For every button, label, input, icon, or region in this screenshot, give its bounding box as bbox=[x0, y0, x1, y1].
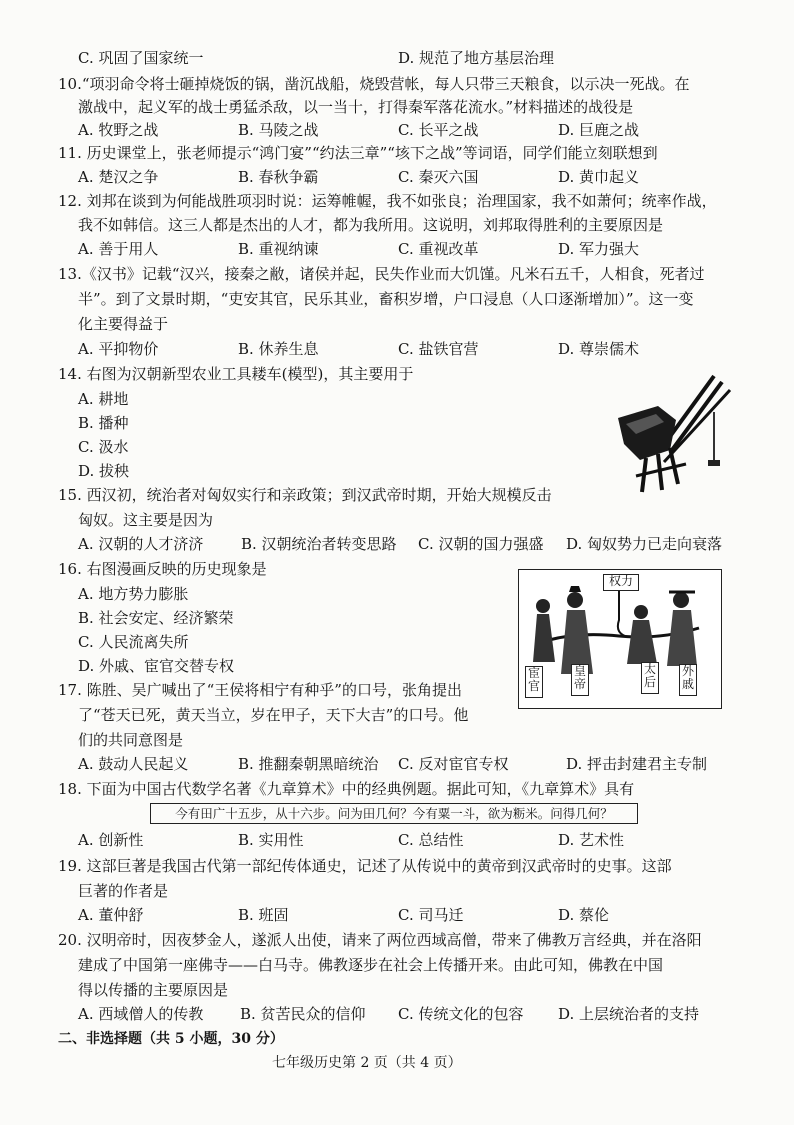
q12-option-c: C. 重视改革 bbox=[398, 240, 479, 258]
q10-option-a: A. 牧野之战 bbox=[78, 121, 159, 139]
q13-stem-line1: 13.《汉书》记载“汉兴，接秦之敝，诸侯并起，民失作业而大饥馑。凡米石五千，人相食，死者过 bbox=[58, 265, 705, 283]
q15-option-a: A. 汉朝的人才济济 bbox=[78, 535, 204, 553]
q13-option-b: B. 休养生息 bbox=[238, 340, 319, 358]
q20-option-c: C. 传统文化的包容 bbox=[398, 1005, 524, 1023]
q18-option-b: B. 实用性 bbox=[238, 831, 304, 849]
cartoon-label-emperor: 皇帝 bbox=[571, 664, 589, 696]
q20-option-d: D. 上层统治者的支持 bbox=[558, 1005, 700, 1023]
q12-stem-line1: 12. 刘邦在谈到为何能战胜项羽时说：运筹帷幄，我不如张良；治理国家，我不如萧何；统率作战， bbox=[58, 192, 717, 210]
q16-stem-line1: 16. 右图漫画反映的历史现象是 bbox=[58, 560, 267, 578]
q9-option-c: C. 巩固了国家统一 bbox=[78, 49, 204, 67]
q14-option-b: B. 播种 bbox=[78, 414, 129, 432]
q17-option-c: C. 反对宦官专权 bbox=[398, 755, 509, 773]
cartoon-label-empress-dowager: 太后 bbox=[641, 662, 659, 694]
q18-option-a: A. 创新性 bbox=[78, 831, 144, 849]
section-two-heading: 二、非选择题（共 5 小题，30 分） bbox=[58, 1031, 284, 1047]
q16-option-b: B. 社会安定、经济繁荣 bbox=[78, 609, 234, 627]
q20-stem-line1: 20. 汉明帝时，因夜梦金人，遂派人出使，请来了两位西域高僧，带来了佛教万言经典，并在洛阳 bbox=[58, 931, 702, 949]
q11-stem-line1: 11. 历史课堂上，张老师提示“鸿门宴”“约法三章”“垓下之战”等词语，同学们能立刻联想到 bbox=[58, 144, 658, 162]
q16-option-a: A. 地方势力膨胀 bbox=[78, 585, 189, 603]
q11-option-b: B. 春秋争霸 bbox=[238, 168, 319, 186]
q19-option-b: B. 班固 bbox=[238, 906, 289, 924]
cartoon-label-eunuch: 宦官 bbox=[525, 666, 543, 698]
q15-option-d: D. 匈奴势力已走向衰落 bbox=[566, 535, 723, 553]
q19-option-a: A. 董仲舒 bbox=[78, 906, 144, 924]
q14-option-d: D. 拔秧 bbox=[78, 462, 130, 480]
q10-option-c: C. 长平之战 bbox=[398, 121, 479, 139]
q13-option-d: D. 尊崇儒术 bbox=[558, 340, 640, 358]
cartoon-label-power: 权力 bbox=[603, 574, 639, 591]
power-cartoon bbox=[518, 569, 722, 709]
cartoon-label-consort: 外戚 bbox=[679, 664, 697, 696]
q10-stem-line1: 10.“项羽命令将士砸掉烧饭的锅，凿沉战船，烧毁营帐，每人只带三天粮食，以示决一死战。在 bbox=[58, 75, 690, 93]
q20-stem-line3: 得以传播的主要原因是 bbox=[78, 981, 229, 999]
q12-option-a: A. 善于用人 bbox=[78, 240, 159, 258]
q17-stem-line2: 了“苍天已死，黄天当立，岁在甲子，天下大吉”的口号。他 bbox=[78, 706, 469, 724]
q11-option-d: D. 黄巾起义 bbox=[558, 168, 640, 186]
q17-option-a: A. 鼓动人民起义 bbox=[78, 755, 189, 773]
q20-option-a: A. 西域僧人的传教 bbox=[78, 1005, 204, 1023]
q9-option-d: D. 规范了地方基层治理 bbox=[398, 49, 555, 67]
q10-option-d: D. 巨鹿之战 bbox=[558, 121, 640, 139]
q16-option-d: D. 外戚、宦官交替专权 bbox=[78, 657, 235, 675]
q13-stem-line2: 半”。到了文景时期，“吏安其官，民乐其业，畜积岁增，户口浸息（人口逐渐增加）”。这一变 bbox=[78, 290, 694, 308]
q11-option-c: C. 秦灭六国 bbox=[398, 168, 479, 186]
q17-stem-line1: 17. 陈胜、吴广喊出了“王侯将相宁有种乎”的口号，张角提出 bbox=[58, 681, 462, 699]
q15-option-c: C. 汉朝的国力强盛 bbox=[418, 535, 544, 553]
page-footer: 七年级历史第 2 页（共 4 页） bbox=[272, 1055, 462, 1071]
q18-stem-line1: 18. 下面为中国古代数学名著《九章算术》中的经典例题。据此可知，《九章算术》具有 bbox=[58, 780, 635, 798]
q13-option-a: A. 平抑物价 bbox=[78, 340, 159, 358]
q17-stem-line3: 们的共同意图是 bbox=[78, 731, 184, 749]
q14-option-a: A. 耕地 bbox=[78, 390, 129, 408]
q18-option-c: C. 总结性 bbox=[398, 831, 464, 849]
q20-stem-line2: 建成了中国第一座佛寺——白马寺。佛教逐步在社会上传播开来。由此可知，佛教在中国 bbox=[78, 956, 664, 974]
q11-option-a: A. 楚汉之争 bbox=[78, 168, 159, 186]
q15-option-b: B. 汉朝统治者转变思路 bbox=[241, 535, 397, 553]
q13-option-c: C. 盐铁官营 bbox=[398, 340, 479, 358]
q14-option-c: C. 汲水 bbox=[78, 438, 129, 456]
q10-stem-line2: 激战中，起义军的战士勇猛杀敌，以一当十，打得秦军落花流水。”材料描述的战役是 bbox=[78, 98, 634, 116]
q12-option-b: B. 重视纳谏 bbox=[238, 240, 319, 258]
q10-option-b: B. 马陵之战 bbox=[238, 121, 319, 139]
q19-option-c: C. 司马迁 bbox=[398, 906, 464, 924]
q15-stem-line2: 匈奴。这主要是因为 bbox=[78, 511, 214, 529]
seed-drill-image bbox=[606, 372, 732, 502]
q19-option-d: D. 蔡伦 bbox=[558, 906, 610, 924]
q14-stem-line1: 14. 右图为汉朝新型农业工具耧车(模型)，其主要用于 bbox=[58, 365, 414, 383]
q15-stem-line1: 15. 西汉初，统治者对匈奴实行和亲政策；到汉武帝时期，开始大规模反击 bbox=[58, 486, 552, 504]
q18-option-d: D. 艺术性 bbox=[558, 831, 625, 849]
q18-example-box: 今有田广十五步，从十六步。问为田几何？今有粟一斗，欲为粝米。问得几何？ bbox=[150, 803, 638, 824]
q19-stem-line2: 巨著的作者是 bbox=[78, 882, 169, 900]
q13-stem-line3: 化主要得益于 bbox=[78, 315, 169, 333]
q12-stem-line2: 我不如韩信。这三人都是杰出的人才，都为我所用。这说明，刘邦取得胜利的主要原因是 bbox=[78, 216, 664, 234]
q17-option-d: D. 抨击封建君主专制 bbox=[566, 755, 708, 773]
q19-stem-line1: 19. 这部巨著是我国古代第一部纪传体通史，记述了从传说中的黄帝到汉武帝时的史事。这部 bbox=[58, 857, 672, 875]
q12-option-d: D. 军力强大 bbox=[558, 240, 640, 258]
q17-option-b: B. 推翻秦朝黑暗统治 bbox=[238, 755, 379, 773]
q20-option-b: B. 贫苦民众的信仰 bbox=[240, 1005, 366, 1023]
q16-option-c: C. 人民流离失所 bbox=[78, 633, 189, 651]
